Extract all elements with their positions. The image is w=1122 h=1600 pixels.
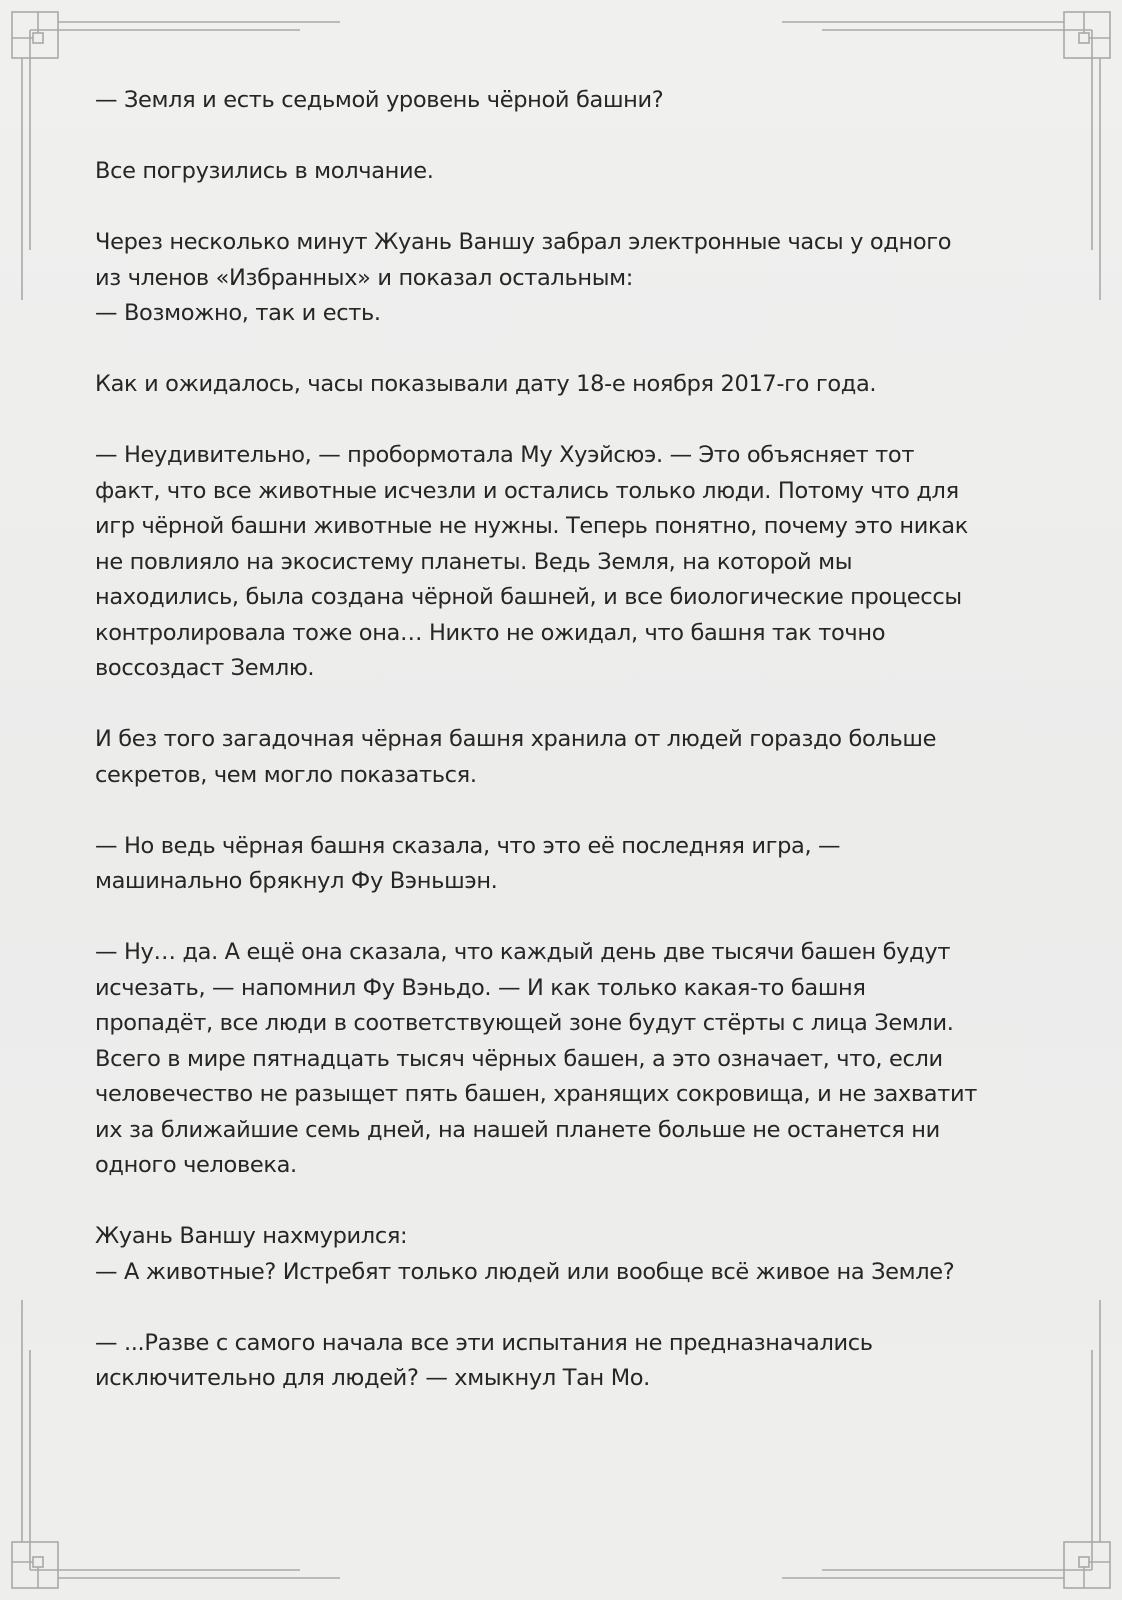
paragraph	[95, 438, 1035, 687]
text-line: игр чёрной башни животные не нужны. Теперь понятно, почему это никак	[95, 513, 968, 539]
text-line: их за ближайшие семь дней, на нашей планете больше не останется ни	[95, 1116, 940, 1143]
text-line: — Земля и есть седьмой уровень чёрной башни?	[95, 87, 664, 113]
text-line: — Возможно, так и есть.	[95, 300, 381, 326]
text-line: — Ну… да. А ещё она сказала, что каждый день две тысячи башен будут	[95, 939, 951, 965]
text-line: — Неудивительно, — пробормотала Му Хуэйсюэ. — Это объясняет тот	[95, 442, 915, 468]
text-line: одного человека.	[95, 1152, 297, 1178]
text-line: Всего в мире пятнадцать тысяч чёрных башен, а это означает, что, если	[95, 1045, 943, 1072]
paragraph	[95, 829, 1035, 900]
text-line: человечество не разыщет пять башен, хранящих сокровища, и не захватит	[95, 1081, 977, 1107]
paragraph	[95, 722, 1035, 793]
text-line: пропадёт, все люди в соответствующей зоне будут стёрты с лица Земли.	[95, 1010, 954, 1036]
text-line: машинально брякнул Фу Вэньшэн.	[95, 868, 498, 894]
text-line: Через несколько минут Жуань Ваншу забрал электронные часы у одного	[95, 229, 952, 255]
paragraph	[95, 154, 1035, 190]
text-line: — Но ведь чёрная башня сказала, что это её последняя игра, —	[95, 832, 841, 859]
paragraph	[95, 1326, 1035, 1397]
paragraph	[95, 367, 1035, 403]
text-line: Как и ожидалось, часы показывали дату 18-е ноября 2017-го года.	[95, 371, 877, 397]
paragraph	[95, 83, 1035, 119]
text-line: воссоздаст Землю.	[95, 655, 315, 681]
text-line: — ...Разве с самого начала все эти испытания не предназначались	[95, 1329, 873, 1356]
text-line: находились, была создана чёрной башней, и все биологические процессы	[95, 584, 962, 610]
text-line: — А животные? Истребят только людей или вообще всё живое на Земле?	[95, 1258, 955, 1285]
paragraph	[95, 1219, 1035, 1290]
paragraph	[95, 225, 1035, 332]
text-line: не повлияло на экосистему планеты. Ведь Земля, на которой мы	[95, 548, 853, 575]
text-line: Все погрузились в молчание.	[95, 158, 434, 184]
text-line: факт, что все животные исчезли и остались только люди. Потому что для	[95, 477, 959, 504]
text-line: исчезать, — напомнил Фу Вэньдо. — И как только какая-то башня	[95, 974, 866, 1001]
text-line: контролировала тоже она… Никто не ожидал, что башня так точно	[95, 619, 886, 646]
paragraph	[95, 935, 1035, 1184]
text-line: исключительно для людей? — хмыкнул Тан Мо.	[95, 1365, 650, 1391]
text-line: Жуань Ваншу нахмурился:	[95, 1223, 408, 1249]
story-text	[95, 83, 1035, 1432]
text-line: И без того загадочная чёрная башня хранила от людей гораздо больше	[95, 726, 937, 752]
text-line: из членов «Избранных» и показал остальным:	[95, 264, 633, 291]
text-line: секретов, чем могло показаться.	[95, 761, 477, 788]
